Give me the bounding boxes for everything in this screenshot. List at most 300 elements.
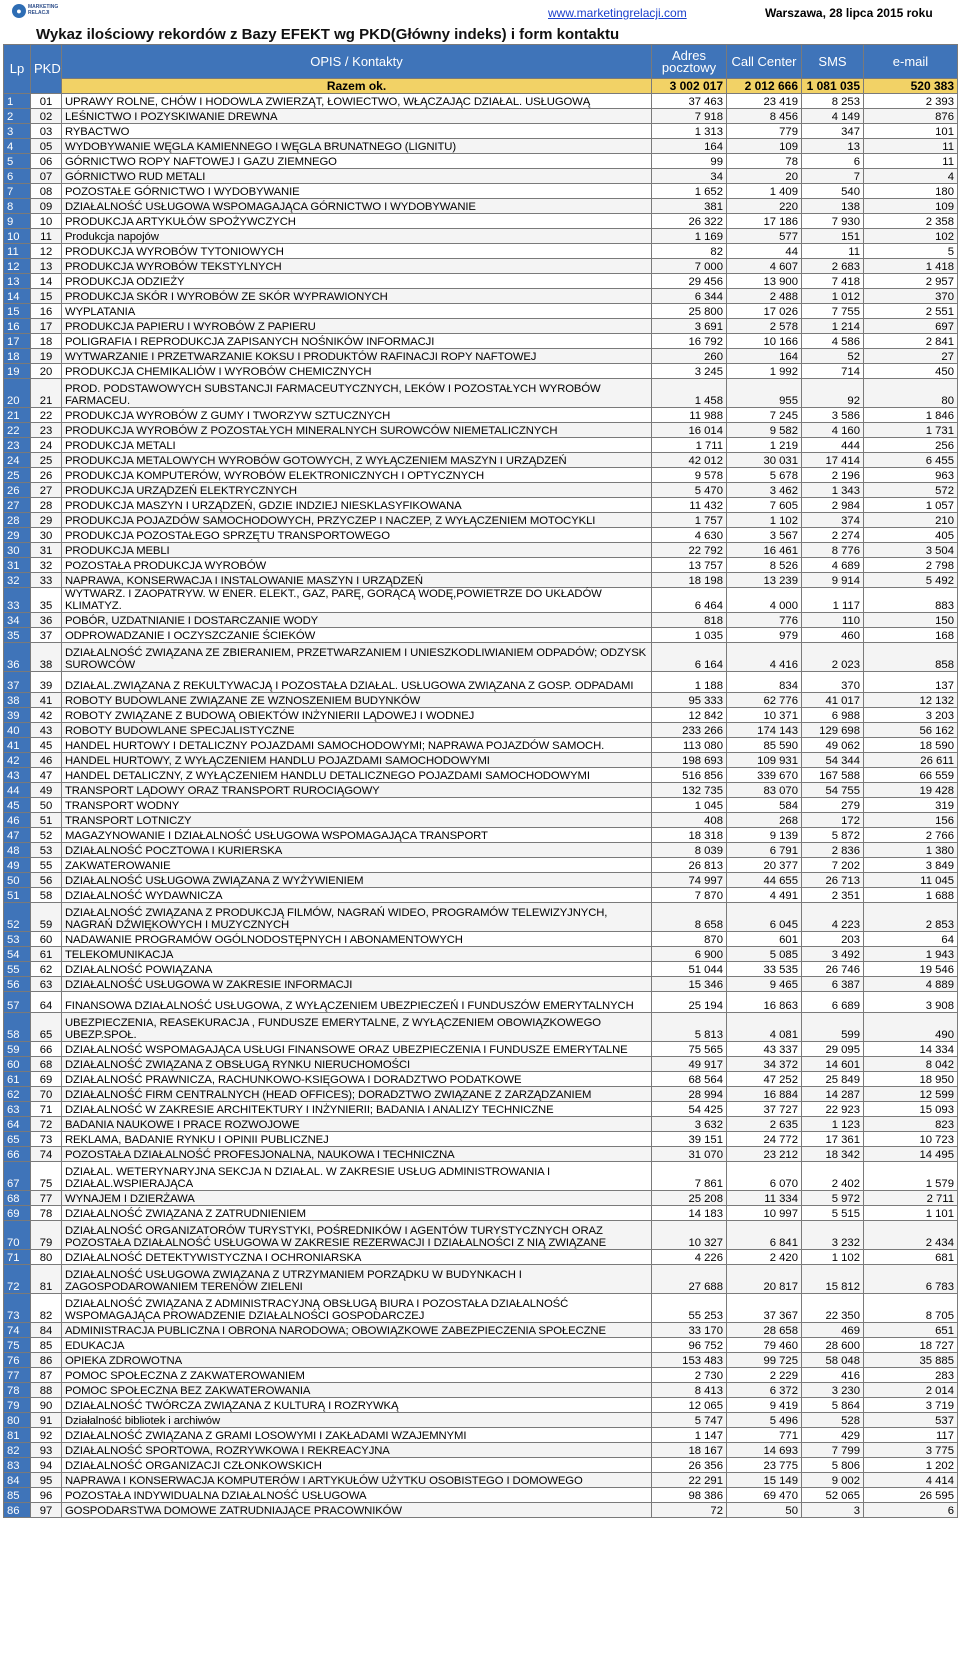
row-lp: 75 — [4, 1338, 31, 1353]
row-email: 15 093 — [864, 1102, 958, 1117]
row-email: 64 — [864, 932, 958, 947]
row-call-center: 5 496 — [727, 1413, 802, 1428]
row-sms: 54 755 — [802, 783, 864, 798]
row-sms: 49 062 — [802, 738, 864, 753]
row-postal: 6 344 — [652, 289, 727, 304]
row-call-center: 7 245 — [727, 408, 802, 423]
row-pkd: 29 — [31, 513, 62, 528]
row-postal: 18 167 — [652, 1443, 727, 1458]
row-sms: 9 914 — [802, 573, 864, 588]
row-email: 1 380 — [864, 843, 958, 858]
row-lp: 23 — [4, 438, 31, 453]
row-sms: 416 — [802, 1368, 864, 1383]
row-description: DZIAŁALNOŚĆ ZWIĄZANA Z PRODUKCJĄ FILMÓW, NAGRAŃ WIDEO, PROGRAMÓW TELEWIZYJNYCH, NAGRAŃ DŹWIĘKOWYCH I MUZYCZNYCH — [62, 903, 652, 932]
row-email: 210 — [864, 513, 958, 528]
row-lp: 10 — [4, 229, 31, 244]
table-row — [4, 1147, 958, 1162]
row-call-center: 979 — [727, 628, 802, 643]
row-postal: 4 630 — [652, 528, 727, 543]
table-row — [4, 423, 958, 438]
row-email: 27 — [864, 349, 958, 364]
row-postal: 55 253 — [652, 1294, 727, 1323]
row-description: HANDEL HURTOWY I DETALICZNY POJAZDAMI SAMOCHODOWYMI; NAPRAWA POJAZDÓW SAMOCH. — [62, 738, 652, 753]
row-lp: 67 — [4, 1162, 31, 1191]
row-lp: 26 — [4, 483, 31, 498]
row-lp: 43 — [4, 768, 31, 783]
row-pkd: 17 — [31, 319, 62, 334]
table-row — [4, 1488, 958, 1503]
row-description: ODPROWADZANIE I OCZYSZCZANIE ŚCIEKÓW — [62, 628, 652, 643]
row-email: 117 — [864, 1428, 958, 1443]
row-email: 4 414 — [864, 1473, 958, 1488]
row-lp: 21 — [4, 408, 31, 423]
row-call-center: 268 — [727, 813, 802, 828]
row-description: ADMINISTRACJA PUBLICZNA I OBRONA NARODOWA; OBOWIĄZKOWE ZABEZPIECZENIA SPOŁECZNE — [62, 1323, 652, 1338]
row-pkd: 11 — [31, 229, 62, 244]
row-email: 2 766 — [864, 828, 958, 843]
row-call-center: 17 186 — [727, 214, 802, 229]
row-call-center: 11 334 — [727, 1191, 802, 1206]
row-lp: 57 — [4, 992, 31, 1013]
row-description: PRODUKCJA POJAZDÓW SAMOCHODOWYCH, PRZYCZEP I NACZEP, Z WYŁĄCZENIEM MOTOCYKLI — [62, 513, 652, 528]
row-sms: 2 683 — [802, 259, 864, 274]
row-call-center: 834 — [727, 672, 802, 693]
row-sms: 17 414 — [802, 453, 864, 468]
page-header — [0, 0, 960, 44]
row-call-center: 99 725 — [727, 1353, 802, 1368]
row-pkd: 32 — [31, 558, 62, 573]
row-email: 1 202 — [864, 1458, 958, 1473]
row-sms: 3 492 — [802, 947, 864, 962]
row-email: 1 418 — [864, 259, 958, 274]
row-email: 681 — [864, 1250, 958, 1265]
row-pkd: 02 — [31, 109, 62, 124]
row-call-center: 2 488 — [727, 289, 802, 304]
row-pkd: 28 — [31, 498, 62, 513]
row-postal: 26 356 — [652, 1458, 727, 1473]
row-lp: 74 — [4, 1323, 31, 1338]
row-call-center: 14 693 — [727, 1443, 802, 1458]
row-sms: 5 806 — [802, 1458, 864, 1473]
row-email: 1 943 — [864, 947, 958, 962]
table-row — [4, 543, 958, 558]
row-description: TELEKOMUNIKACJA — [62, 947, 652, 962]
row-pkd: 75 — [31, 1162, 62, 1191]
row-postal: 42 012 — [652, 453, 727, 468]
row-call-center: 10 997 — [727, 1206, 802, 1221]
document-date: Warszawa, 28 lipca 2015 roku — [765, 6, 933, 20]
row-description: NAPRAWA, KONSERWACJA I INSTALOWANIE MASZYN I URZĄDZEŃ — [62, 573, 652, 588]
row-description: Działalność bibliotek i archiwów — [62, 1413, 652, 1428]
table-row — [4, 408, 958, 423]
row-lp: 34 — [4, 613, 31, 628]
row-postal: 16 792 — [652, 334, 727, 349]
row-sms: 26 713 — [802, 873, 864, 888]
table-row — [4, 558, 958, 573]
row-pkd: 64 — [31, 992, 62, 1013]
row-lp: 41 — [4, 738, 31, 753]
row-description: DZIAŁALNOŚĆ POWIĄZANA — [62, 962, 652, 977]
row-lp: 84 — [4, 1473, 31, 1488]
row-description: GOSPODARSTWA DOMOWE ZATRUDNIAJĄCE PRACOWNIKÓW — [62, 1503, 652, 1518]
row-pkd: 43 — [31, 723, 62, 738]
row-lp: 18 — [4, 349, 31, 364]
row-lp: 17 — [4, 334, 31, 349]
row-description: DZIAŁALNOŚĆ ZWIĄZANA Z ADMINISTRACYJNĄ OBSŁUGĄ BIURA I POZOSTAŁA DZIAŁALNOŚĆ WSPOMAGAJĄCA PROWADZENIE DZIAŁALNOŚCI GOSPODARCZEJ — [62, 1294, 652, 1323]
row-description: DZIAŁALNOŚĆ DETEKTYWISTYCZNA I OCHRONIARSKA — [62, 1250, 652, 1265]
row-pkd: 26 — [31, 468, 62, 483]
column-header-description: OPIS / Kontakty — [62, 45, 652, 79]
row-call-center: 13 900 — [727, 274, 802, 289]
row-sms: 18 342 — [802, 1147, 864, 1162]
row-pkd: 86 — [31, 1353, 62, 1368]
row-sms: 54 344 — [802, 753, 864, 768]
row-lp: 76 — [4, 1353, 31, 1368]
row-sms: 7 — [802, 169, 864, 184]
row-postal: 72 — [652, 1503, 727, 1518]
row-lp: 73 — [4, 1294, 31, 1323]
row-description: PROD. PODSTAWOWYCH SUBSTANCJI FARMACEUTYCZNYCH, LEKÓW I POZOSTAŁYCH WYROBÓW FARMACEU. — [62, 379, 652, 408]
row-lp: 33 — [4, 588, 31, 613]
row-description: DZIAŁALNOŚĆ SPORTOWA, ROZRYWKOWA I REKREACYJNA — [62, 1443, 652, 1458]
row-description: PRODUKCJA METALI — [62, 438, 652, 453]
row-postal: 25 208 — [652, 1191, 727, 1206]
row-postal: 260 — [652, 349, 727, 364]
row-sms: 1 117 — [802, 588, 864, 613]
row-sms: 52 065 — [802, 1488, 864, 1503]
row-call-center: 1 102 — [727, 513, 802, 528]
table-row — [4, 274, 958, 289]
row-call-center: 30 031 — [727, 453, 802, 468]
document-title: Wykaz ilościowy rekordów z Bazy EFEKT wg PKD(Główny indeks) i form kontaktu — [36, 26, 620, 43]
row-call-center: 3 462 — [727, 483, 802, 498]
row-email: 3 203 — [864, 708, 958, 723]
row-sms: 167 588 — [802, 768, 864, 783]
row-description: NADAWANIE PROGRAMÓW OGÓLNODOSTĘPNYCH I ABONAMENTOWYCH — [62, 932, 652, 947]
row-postal: 31 070 — [652, 1147, 727, 1162]
row-pkd: 15 — [31, 289, 62, 304]
row-sms: 3 — [802, 1503, 864, 1518]
table-row — [4, 768, 958, 783]
row-call-center: 17 026 — [727, 304, 802, 319]
row-sms: 26 746 — [802, 962, 864, 977]
row-call-center: 5 085 — [727, 947, 802, 962]
table-row — [4, 1072, 958, 1087]
row-lp: 2 — [4, 109, 31, 124]
table-row — [4, 693, 958, 708]
table-row — [4, 1398, 958, 1413]
row-sms: 11 — [802, 244, 864, 259]
table-row — [4, 828, 958, 843]
row-pkd: 71 — [31, 1102, 62, 1117]
row-call-center: 15 149 — [727, 1473, 802, 1488]
row-lp: 19 — [4, 364, 31, 379]
row-description: DZIAŁALNOŚĆ ORGANIZATORÓW TURYSTYKI, POŚREDNIKÓW I AGENTÓW TURYSTYCZNYCH ORAZ POZOSTAŁA DZIAŁALNOŚĆ USŁUGOWA W ZAKRESIE REZERWACJI I DZIAŁALNOŚCI Z NIĄ ZWIĄZANE — [62, 1221, 652, 1250]
row-description: DZIAŁAL.ZWIĄZANA Z REKULTYWACJĄ I POZOSTAŁA DZIAŁAL. USŁUGOWA ZWIĄZANA Z GOSP. ODPADAMI — [62, 672, 652, 693]
total-call-center: 2 012 666 — [727, 79, 802, 94]
table-row — [4, 453, 958, 468]
row-email: 10 723 — [864, 1132, 958, 1147]
row-email: 4 889 — [864, 977, 958, 992]
row-sms: 110 — [802, 613, 864, 628]
row-sms: 4 149 — [802, 109, 864, 124]
table-row — [4, 738, 958, 753]
row-lp: 65 — [4, 1132, 31, 1147]
row-pkd: 70 — [31, 1087, 62, 1102]
row-description: POBÓR, UZDATNIANIE I DOSTARCZANIE WODY — [62, 613, 652, 628]
row-email: 2 434 — [864, 1221, 958, 1250]
row-description: ZAKWATEROWANIE — [62, 858, 652, 873]
row-lp: 60 — [4, 1057, 31, 1072]
row-pkd: 07 — [31, 169, 62, 184]
row-email: 1 057 — [864, 498, 958, 513]
row-call-center: 10 166 — [727, 334, 802, 349]
row-call-center: 6 841 — [727, 1221, 802, 1250]
row-email: 1 688 — [864, 888, 958, 903]
row-call-center: 13 239 — [727, 573, 802, 588]
row-postal: 1 711 — [652, 438, 727, 453]
row-lp: 80 — [4, 1413, 31, 1428]
row-pkd: 31 — [31, 543, 62, 558]
row-email: 490 — [864, 1013, 958, 1042]
row-call-center: 955 — [727, 379, 802, 408]
row-postal: 15 346 — [652, 977, 727, 992]
row-pkd: 22 — [31, 408, 62, 423]
table-row — [4, 154, 958, 169]
row-email: 5 492 — [864, 573, 958, 588]
row-description: DZIAŁALNOŚĆ POCZTOWA I KURIERSKA — [62, 843, 652, 858]
row-pkd: 82 — [31, 1294, 62, 1323]
row-lp: 7 — [4, 184, 31, 199]
row-postal: 29 456 — [652, 274, 727, 289]
row-sms: 7 418 — [802, 274, 864, 289]
row-email: 11 045 — [864, 873, 958, 888]
row-pkd: 50 — [31, 798, 62, 813]
company-logo — [8, 2, 68, 24]
row-email: 6 455 — [864, 453, 958, 468]
row-lp: 58 — [4, 1013, 31, 1042]
row-postal: 7 870 — [652, 888, 727, 903]
row-call-center: 16 884 — [727, 1087, 802, 1102]
row-lp: 36 — [4, 643, 31, 672]
table-row — [4, 708, 958, 723]
row-description: HANDEL DETALICZNY, Z WYŁĄCZENIEM HANDLU DETALICZNEGO POJAZDAMI SAMOCHODOWYMI — [62, 768, 652, 783]
row-call-center: 6 070 — [727, 1162, 802, 1191]
row-description: DZIAŁALNOŚĆ ZWIĄZANA Z GRAMI LOSOWYMI I ZAKŁADAMI WZAJEMNYMI — [62, 1428, 652, 1443]
row-email: 572 — [864, 483, 958, 498]
row-description: POMOC SPOŁECZNA Z ZAKWATEROWANIEM — [62, 1368, 652, 1383]
table-row — [4, 947, 958, 962]
row-sms: 540 — [802, 184, 864, 199]
row-sms: 4 586 — [802, 334, 864, 349]
row-call-center: 601 — [727, 932, 802, 947]
table-row — [4, 977, 958, 992]
table-row — [4, 379, 958, 408]
row-pkd: 01 — [31, 94, 62, 109]
row-description: UBEZPIECZENIA, REASEKURACJA , FUNDUSZE EMERYTALNE, Z WYŁĄCZENIEM OBOWIĄZKOWEGO UBEZP.SPOŁ. — [62, 1013, 652, 1042]
row-call-center: 47 252 — [727, 1072, 802, 1087]
row-email: 56 162 — [864, 723, 958, 738]
table-row — [4, 1473, 958, 1488]
row-description: BADANIA NAUKOWE I PRACE ROZWOJOWE — [62, 1117, 652, 1132]
row-pkd: 46 — [31, 753, 62, 768]
row-description: POZOSTAŁE GÓRNICTWO I WYDOBYWANIE — [62, 184, 652, 199]
row-lp: 83 — [4, 1458, 31, 1473]
row-postal: 818 — [652, 613, 727, 628]
table-row — [4, 1250, 958, 1265]
row-email: 3 775 — [864, 1443, 958, 1458]
row-call-center: 62 776 — [727, 693, 802, 708]
row-lp: 70 — [4, 1221, 31, 1250]
row-sms: 138 — [802, 199, 864, 214]
row-sms: 599 — [802, 1013, 864, 1042]
row-email: 3 849 — [864, 858, 958, 873]
row-lp: 12 — [4, 259, 31, 274]
table-row — [4, 199, 958, 214]
row-sms: 2 023 — [802, 643, 864, 672]
row-pkd: 94 — [31, 1458, 62, 1473]
row-description: POZOSTAŁA DZIAŁALNOŚĆ PROFESJONALNA, NAUKOWA I TECHNICZNA — [62, 1147, 652, 1162]
table-row — [4, 903, 958, 932]
row-sms: 2 196 — [802, 468, 864, 483]
row-pkd: 93 — [31, 1443, 62, 1458]
row-email: 537 — [864, 1413, 958, 1428]
row-postal: 18 318 — [652, 828, 727, 843]
row-call-center: 28 658 — [727, 1323, 802, 1338]
row-postal: 1 045 — [652, 798, 727, 813]
row-sms: 2 274 — [802, 528, 864, 543]
table-row — [4, 259, 958, 274]
row-postal: 3 691 — [652, 319, 727, 334]
column-header-sms: SMS — [802, 45, 864, 79]
table-row — [4, 723, 958, 738]
table-row — [4, 783, 958, 798]
row-email: 101 — [864, 124, 958, 139]
row-email: 26 611 — [864, 753, 958, 768]
row-call-center: 9 465 — [727, 977, 802, 992]
row-pkd: 21 — [31, 379, 62, 408]
table-row — [4, 1428, 958, 1443]
row-description: GÓRNICTWO RUD METALI — [62, 169, 652, 184]
row-description: DZIAŁALNOŚĆ WYDAWNICZA — [62, 888, 652, 903]
row-lp: 45 — [4, 798, 31, 813]
row-sms: 25 849 — [802, 1072, 864, 1087]
row-sms: 1 012 — [802, 289, 864, 304]
row-lp: 24 — [4, 453, 31, 468]
row-call-center: 23 419 — [727, 94, 802, 109]
row-sms: 7 799 — [802, 1443, 864, 1458]
row-postal: 96 752 — [652, 1338, 727, 1353]
row-call-center: 37 727 — [727, 1102, 802, 1117]
row-pkd: 53 — [31, 843, 62, 858]
row-description: PRODUKCJA SKÓR I WYROBÓW ZE SKÓR WYPRAWIONYCH — [62, 289, 652, 304]
row-lp: 47 — [4, 828, 31, 843]
row-lp: 16 — [4, 319, 31, 334]
table-row — [4, 184, 958, 199]
row-pkd: 38 — [31, 643, 62, 672]
row-postal: 12 842 — [652, 708, 727, 723]
row-description: DZIAŁALNOŚĆ USŁUGOWA W ZAKRESIE INFORMACJI — [62, 977, 652, 992]
row-description: ROBOTY ZWIĄZANE Z BUDOWĄ OBIEKTÓW INŻYNIERII LĄDOWEJ I WODNEJ — [62, 708, 652, 723]
row-description: PRODUKCJA MEBLI — [62, 543, 652, 558]
row-postal: 26 813 — [652, 858, 727, 873]
row-call-center: 3 567 — [727, 528, 802, 543]
row-pkd: 81 — [31, 1265, 62, 1294]
row-postal: 6 464 — [652, 588, 727, 613]
row-call-center: 23 212 — [727, 1147, 802, 1162]
table-row — [4, 513, 958, 528]
row-description: DZIAŁALNOŚĆ USŁUGOWA ZWIĄZANA Z UTRZYMANIEM PORZĄDKU W BUDYNKACH I ZAGOSPODAROWANIEM TERENÓW ZIELENI — [62, 1265, 652, 1294]
row-description: POZOSTAŁA INDYWIDUALNA DZIAŁALNOŚĆ USŁUGOWA — [62, 1488, 652, 1503]
row-sms: 4 689 — [802, 558, 864, 573]
row-call-center: 109 931 — [727, 753, 802, 768]
row-lp: 82 — [4, 1443, 31, 1458]
row-call-center: 339 670 — [727, 768, 802, 783]
row-email: 2 551 — [864, 304, 958, 319]
row-lp: 27 — [4, 498, 31, 513]
row-call-center: 2 420 — [727, 1250, 802, 1265]
row-postal: 25 194 — [652, 992, 727, 1013]
row-description: POLIGRAFIA I REPRODUKCJA ZAPISANYCH NOŚNIKÓW INFORMACJI — [62, 334, 652, 349]
row-pkd: 35 — [31, 588, 62, 613]
row-pkd: 84 — [31, 1323, 62, 1338]
row-description: WYTWARZANIE I PRZETWARZANIE KOKSU I PRODUKTÓW RAFINACJI ROPY NAFTOWEJ — [62, 349, 652, 364]
row-sms: 429 — [802, 1428, 864, 1443]
row-email: 12 599 — [864, 1087, 958, 1102]
row-email: 256 — [864, 438, 958, 453]
table-row — [4, 1383, 958, 1398]
row-postal: 13 757 — [652, 558, 727, 573]
row-sms: 7 930 — [802, 214, 864, 229]
row-lp: 11 — [4, 244, 31, 259]
row-sms: 6 387 — [802, 977, 864, 992]
row-pkd: 90 — [31, 1398, 62, 1413]
website-link[interactable]: www.marketingrelacji.com — [548, 6, 687, 20]
row-description: PRODUKCJA URZĄDZEŃ ELEKTRYCZNYCH — [62, 483, 652, 498]
row-email: 19 428 — [864, 783, 958, 798]
row-postal: 27 688 — [652, 1265, 727, 1294]
row-description: DZIAŁALNOŚĆ PRAWNICZA, RACHUNKOWO-KSIĘGOWA I DORADZTWO PODATKOWE — [62, 1072, 652, 1087]
row-sms: 3 230 — [802, 1383, 864, 1398]
row-sms: 92 — [802, 379, 864, 408]
row-email: 450 — [864, 364, 958, 379]
row-call-center: 20 817 — [727, 1265, 802, 1294]
row-lp: 38 — [4, 693, 31, 708]
row-call-center: 776 — [727, 613, 802, 628]
row-email: 1 731 — [864, 423, 958, 438]
row-lp: 51 — [4, 888, 31, 903]
row-lp: 37 — [4, 672, 31, 693]
row-sms: 2 984 — [802, 498, 864, 513]
row-call-center: 4 000 — [727, 588, 802, 613]
row-lp: 66 — [4, 1147, 31, 1162]
row-lp: 68 — [4, 1191, 31, 1206]
row-sms: 469 — [802, 1323, 864, 1338]
table-row — [4, 573, 958, 588]
row-postal: 1 652 — [652, 184, 727, 199]
row-pkd: 55 — [31, 858, 62, 873]
row-pkd: 49 — [31, 783, 62, 798]
total-sms: 1 081 035 — [802, 79, 864, 94]
table-row — [4, 1265, 958, 1294]
row-description: PRODUKCJA ODZIEŻY — [62, 274, 652, 289]
row-postal: 7 918 — [652, 109, 727, 124]
row-call-center: 1 992 — [727, 364, 802, 379]
table-row — [4, 334, 958, 349]
row-email: 2 358 — [864, 214, 958, 229]
table-row — [4, 962, 958, 977]
row-sms: 460 — [802, 628, 864, 643]
